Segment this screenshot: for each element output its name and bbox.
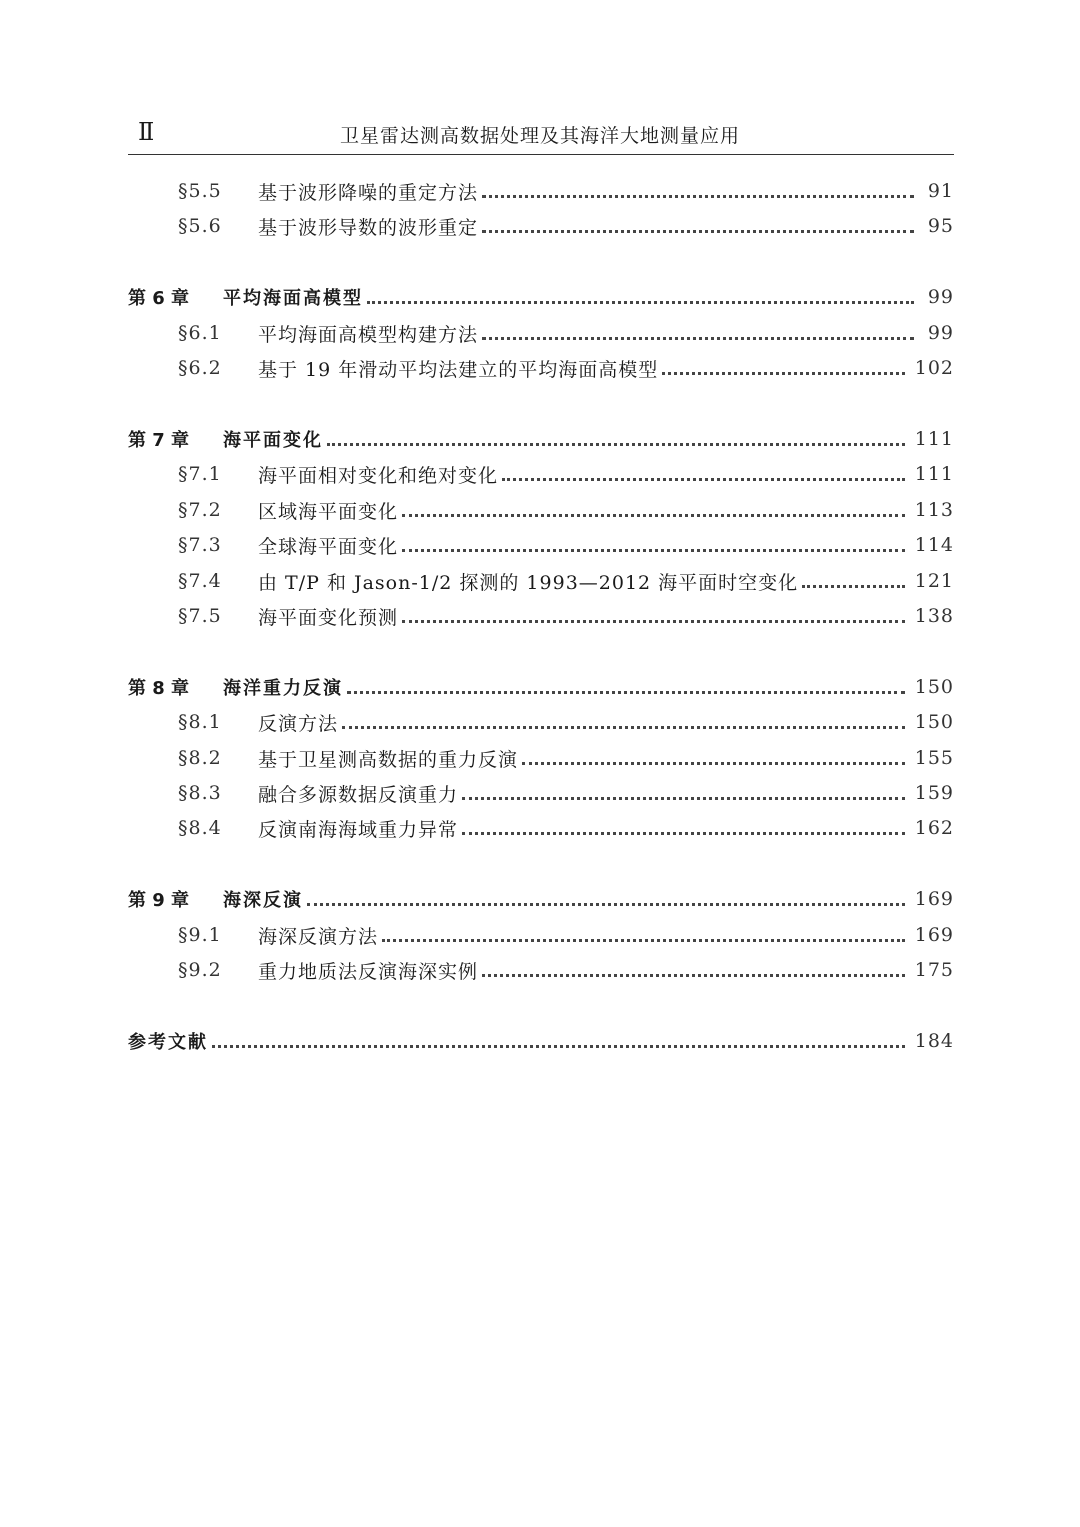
dot-leader [462,832,905,835]
toc-title: 基于波形降噪的重定方法 [258,181,479,204]
toc-number: §7.1 [178,463,222,485]
toc-entry[interactable] [178,318,954,348]
dot-leader [462,797,905,800]
toc-page: 99 [927,322,954,344]
toc-entry[interactable] [178,743,954,773]
toc-entry[interactable] [178,955,954,985]
dot-leader [402,620,905,623]
toc-number: 第 6 章 [128,288,190,309]
toc-page: 162 [914,817,954,839]
toc-number: §6.2 [178,357,222,379]
toc-title: 海深反演 [223,890,303,911]
toc-page: 155 [914,747,954,769]
toc-page: 114 [914,534,954,556]
toc-page: 150 [914,711,954,733]
toc-page: 91 [927,180,954,202]
toc-title: 反演方法 [258,712,339,735]
toc-title: 基于波形导数的波形重定 [258,216,479,239]
toc-title: 基于 19 年滑动平均法建立的平均海面高模型 [258,358,659,381]
toc-title: 全球海平面变化 [258,535,399,558]
dot-leader [522,762,905,765]
toc-entry[interactable] [178,601,954,631]
toc-title: 区域海平面变化 [258,500,399,523]
toc-title: 海平面变化 [223,430,323,451]
toc-number: §7.2 [178,499,222,521]
toc-page: 121 [914,570,954,592]
dot-leader [212,1045,905,1048]
toc-title: 海平面变化预测 [258,606,399,629]
toc-number: §8.2 [178,747,222,769]
toc-entry[interactable] [178,778,954,808]
toc-title: 基于卫星测高数据的重力反演 [258,748,519,771]
toc-references[interactable] [128,1026,954,1056]
toc-page: 169 [914,888,954,910]
dot-leader [327,443,905,446]
toc-page: 102 [914,357,954,379]
dot-leader [482,974,905,977]
dot-leader [382,939,905,942]
dot-leader [482,230,914,233]
toc-page: 169 [914,924,954,946]
toc-chapter[interactable] [128,424,954,454]
toc-page: 159 [914,782,954,804]
toc-entry[interactable] [178,566,954,596]
toc-number: §5.6 [178,215,222,237]
toc-chapter[interactable] [128,282,954,312]
toc-title: 平均海面高模型 [223,288,363,309]
toc-page: 99 [927,286,954,308]
toc-page: 175 [914,959,954,981]
toc-page: 95 [927,215,954,237]
toc-page: 150 [914,676,954,698]
toc-number: 第 8 章 [128,678,190,699]
toc-number: §8.3 [178,782,222,804]
toc-entry[interactable] [178,353,954,383]
running-title: 卫星雷达测高数据处理及其海洋大地测量应用 [339,125,740,147]
toc-page: 111 [914,428,954,450]
dot-leader [347,691,905,694]
toc-number: 第 7 章 [128,430,190,451]
toc-entry[interactable] [178,530,954,560]
toc-number: §8.1 [178,711,222,733]
toc-title: 参考文献 [128,1032,208,1053]
toc-entry[interactable] [178,813,954,843]
toc-title: 海洋重力反演 [223,678,343,699]
toc-entry[interactable] [178,459,954,489]
toc-title: 平均海面高模型构建方法 [258,323,479,346]
toc-chapter[interactable] [128,672,954,702]
toc-page: 111 [914,463,954,485]
toc-entry[interactable] [178,707,954,737]
toc-title: 由 T/P 和 Jason-1/2 探测的 1993—2012 海平面时空变化 [258,571,799,594]
toc-title: 反演南海海域重力异常 [258,818,459,841]
toc-title: 重力地质法反演海深实例 [258,960,479,983]
dot-leader [502,478,905,481]
dot-leader [662,372,904,375]
toc-number: §5.5 [178,180,222,202]
toc-entry[interactable] [178,495,954,525]
dot-leader [402,514,905,517]
toc-number: §9.1 [178,924,222,946]
toc-page: 113 [914,499,954,521]
toc-entry[interactable] [178,920,954,950]
toc-number: §8.4 [178,817,222,839]
toc-title: 海平面相对变化和绝对变化 [258,464,499,487]
toc-page: 138 [914,605,954,627]
dot-leader [482,195,914,198]
toc-number: §9.2 [178,959,222,981]
toc-page: 184 [914,1030,954,1052]
dot-leader [342,726,905,729]
dot-leader [367,301,914,304]
toc-number: §6.1 [178,322,222,344]
toc-number: §7.5 [178,605,222,627]
page-number: Ⅱ [138,118,154,146]
toc-chapter[interactable] [128,884,954,914]
dot-leader [402,549,905,552]
dot-leader [307,903,905,906]
toc-title: 海深反演方法 [258,925,379,948]
dot-leader [482,337,914,340]
dot-leader [802,585,905,588]
toc-number: 第 9 章 [128,890,190,911]
toc-entry[interactable] [178,176,954,206]
toc-title: 融合多源数据反演重力 [258,783,459,806]
toc-number: §7.4 [178,570,222,592]
toc-number: §7.3 [178,534,222,556]
toc-entry[interactable] [178,211,954,241]
